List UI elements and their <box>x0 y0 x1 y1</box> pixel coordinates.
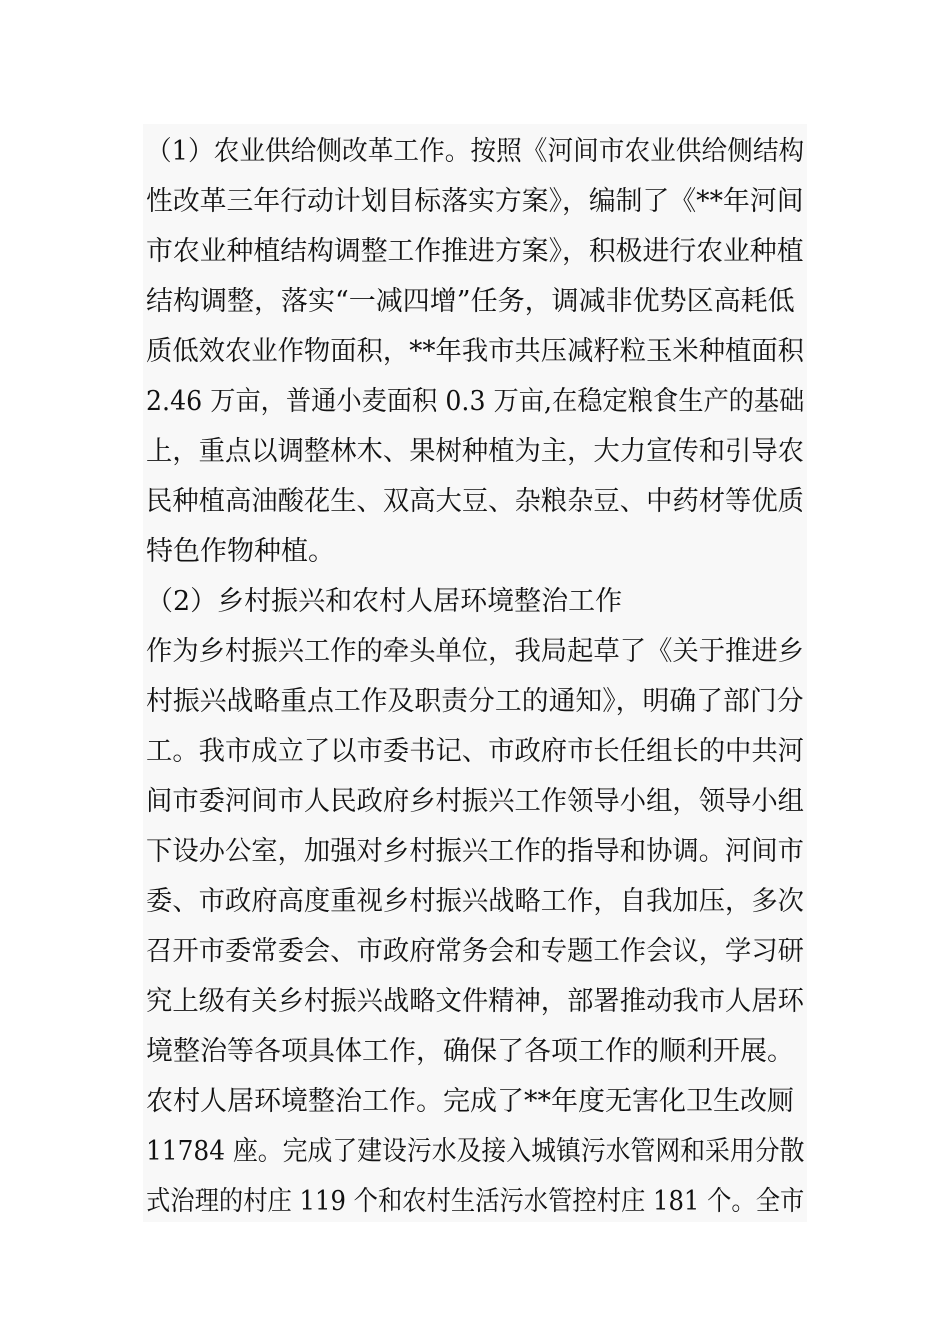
document-body <box>143 124 807 1222</box>
paragraph-line: 11784 座。完成了建设污水及接入城镇污水管网和采用分散 <box>146 1136 805 1167</box>
paragraph-line: 结构调整，落实“一减四增”任务，调减非优势区高耗低 <box>146 286 795 317</box>
paragraph-line: 工。我市成立了以市委书记、市政府市长任组长的中共河 <box>146 736 804 767</box>
paragraph-line: 农村人居环境整治工作。完成了**年度无害化卫生改厕 <box>146 1086 794 1117</box>
paragraph-line: 特色作物种植。 <box>146 536 335 567</box>
paragraph-line: 民种植高油酸花生、双高大豆、杂粮杂豆、中药材等优质 <box>146 486 804 517</box>
paragraph-line: 上，重点以调整林木、果树种植为主，大力宣传和引导农 <box>146 436 804 467</box>
paragraph-line: 式治理的村庄 119 个和农村生活污水管控村庄 181 个。全市 <box>146 1186 805 1217</box>
paragraph-line: 质低效农业作物面积，**年我市共压减籽粒玉米种植面积 <box>146 336 804 367</box>
paragraph-line: 市农业种植结构调整工作推进方案》，积极进行农业种植 <box>146 236 804 267</box>
paragraph-line: 境整治等各项具体工作，确保了各项工作的顺利开展。 <box>146 1036 794 1067</box>
paragraph-line: 作为乡村振兴工作的牵头单位，我局起草了《关于推进乡 <box>146 636 804 667</box>
paragraph-line: 间市委河间市人民政府乡村振兴工作领导小组，领导小组 <box>146 786 804 817</box>
paragraph-line: 究上级有关乡村振兴战略文件精神，部署推动我市人居环 <box>146 986 804 1017</box>
paragraph-line: 性改革三年行动计划目标落实方案》，编制了《**年河间 <box>146 186 804 217</box>
paragraph-line: 下设办公室，加强对乡村振兴工作的指导和协调。河间市 <box>146 836 804 867</box>
section-heading: （2）乡村振兴和农村人居环境整治工作 <box>146 586 623 617</box>
paragraph-line: 委、市政府高度重视乡村振兴战略工作，自我加压，多次 <box>146 886 804 917</box>
paragraph-line: 2.46 万亩，普通小麦面积 0.3 万亩,在稳定粮食生产的基础 <box>146 386 805 417</box>
paragraph-line: 村振兴战略重点工作及职责分工的通知》，明确了部门分 <box>146 686 804 717</box>
paragraph-line: （1）农业供给侧改革工作。按照《河间市农业供给侧结构 <box>146 136 805 167</box>
paragraph-line: 召开市委常委会、市政府常务会和专题工作会议，学习研 <box>146 936 804 967</box>
